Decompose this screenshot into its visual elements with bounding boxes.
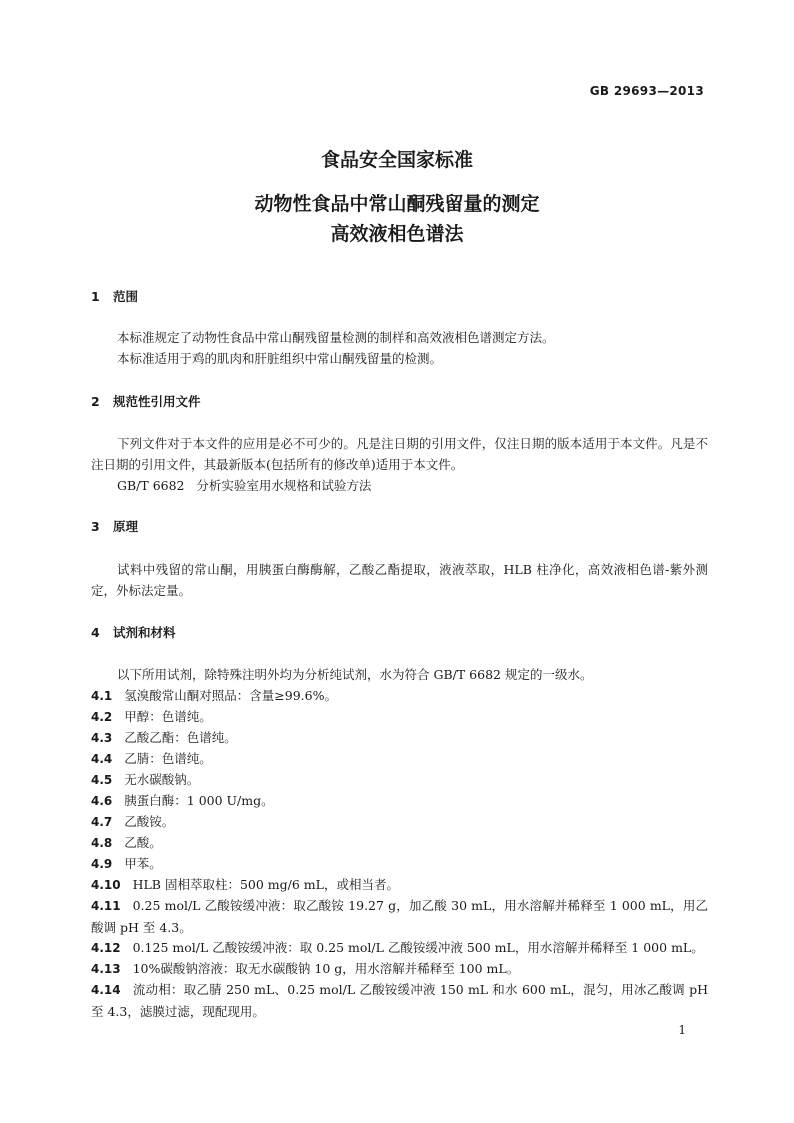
list-item xyxy=(91,832,708,854)
section-number: 2 xyxy=(91,394,100,409)
list-item xyxy=(91,937,708,959)
item-text: 甲苯。 xyxy=(124,856,162,871)
section-number: 4 xyxy=(91,625,100,640)
section-title: 试剂和材料 xyxy=(113,625,176,640)
item-number: 4.10 xyxy=(91,878,121,892)
document-title-secondary: 动物性食品中常山酮残留量的测定 xyxy=(254,193,540,215)
item-text: 0.25 mol/L 乙酸铵缓冲液：取乙酸铵 19.27 g，加乙酸 30 mL，用水溶解并稀释至 1 000 mL，用乙酸调 pH 至 4.3。 xyxy=(91,898,708,935)
section-heading-scope xyxy=(91,288,138,306)
item-text: 流动相：取乙腈 250 mL、0.25 mol/L 乙酸铵缓冲液 150 mL 和水 600 mL，混匀，用冰乙酸调 pH 至 4.3，滤膜过滤，现配现用。 xyxy=(91,982,708,1019)
section-heading-normative-references xyxy=(91,393,201,411)
item-text: HLB 固相萃取柱：500 mg/6 mL，或相当者。 xyxy=(132,877,399,892)
item-text: 乙酸。 xyxy=(124,835,162,850)
section-heading-reagents xyxy=(91,624,176,642)
section-heading-principle xyxy=(91,518,138,536)
list-item xyxy=(91,958,708,980)
list-item xyxy=(91,685,708,707)
item-text: 无水碳酸钠。 xyxy=(124,772,200,787)
section-title: 范围 xyxy=(113,289,139,304)
item-number: 4.13 xyxy=(91,962,121,976)
page-number: 1 xyxy=(678,1023,686,1037)
item-number: 4.14 xyxy=(91,983,121,997)
item-number: 4.9 xyxy=(91,857,113,871)
item-number: 4.2 xyxy=(91,710,113,724)
item-text: 10%碳酸钠溶液：取无水碳酸钠 10 g，用水溶解并稀释至 100 mL。 xyxy=(132,961,520,976)
list-item xyxy=(91,790,708,812)
section-title: 原理 xyxy=(113,519,139,534)
item-text: 甲醇：色谱纯。 xyxy=(124,709,212,724)
item-number: 4.5 xyxy=(91,773,113,787)
paragraph: 以下所用试剂，除特殊注明外均为分析纯试剂，水为符合 GB/T 6682 规定的一级水。 xyxy=(117,667,593,682)
item-number: 4.6 xyxy=(91,794,113,808)
list-item xyxy=(91,727,708,749)
item-text: 0.125 mol/L 乙酸铵缓冲液：取 0.25 mol/L 乙酸铵缓冲液 500 mL，用水溶解并稀释至 1 000 mL。 xyxy=(132,940,704,955)
document-title-method: 高效液相色谱法 xyxy=(330,223,464,245)
list-item xyxy=(91,706,708,728)
document-title-primary: 食品安全国家标准 xyxy=(320,149,473,171)
list-item xyxy=(91,979,708,1022)
item-text: 乙酸乙酯：色谱纯。 xyxy=(124,730,237,745)
paragraph: 本标准规定了动物性食品中常山酮残留量检测的制样和高效液相色谱测定方法。 xyxy=(117,330,555,345)
list-item xyxy=(91,853,708,875)
item-text: 胰蛋白酶：1 000 U/mg。 xyxy=(124,793,274,808)
item-number: 4.8 xyxy=(91,836,113,850)
list-item xyxy=(91,874,708,896)
section-title: 规范性引用文件 xyxy=(113,394,201,409)
item-text: 氢溴酸常山酮对照品：含量≥99.6%。 xyxy=(124,688,337,703)
list-item xyxy=(91,769,708,791)
item-text: 乙腈：色谱纯。 xyxy=(124,751,212,766)
list-item xyxy=(91,895,708,938)
section-number: 1 xyxy=(91,289,100,304)
item-number: 4.11 xyxy=(91,899,121,913)
item-number: 4.1 xyxy=(91,689,113,703)
section-number: 3 xyxy=(91,519,100,534)
standard-number: GB 29693—2013 xyxy=(589,84,704,98)
item-number: 4.12 xyxy=(91,941,121,955)
paragraph: 本标准适用于鸡的肌肉和肝脏组织中常山酮残留量的检测。 xyxy=(117,351,443,366)
paragraph: 试料中残留的常山酮，用胰蛋白酶酶解，乙酸乙酯提取，液液萃取，HLB 柱净化，高效液相色谱-紫外测定，外标法定量。 xyxy=(91,562,708,598)
item-number: 4.7 xyxy=(91,815,113,829)
list-item xyxy=(91,811,708,833)
item-text: 乙酸铵。 xyxy=(124,814,175,829)
item-number: 4.3 xyxy=(91,731,113,745)
paragraph: 下列文件对于本文件的应用是必不可少的。凡是注日期的引用文件，仅注日期的版本适用于本文件。凡是不注日期的引用文件，其最新版本(包括所有的修改单)适用于本文件。 xyxy=(91,436,708,472)
item-number: 4.4 xyxy=(91,752,113,766)
list-item xyxy=(91,748,708,770)
referenced-document: GB/T 6682 分析实验室用水规格和试验方法 xyxy=(117,478,372,493)
